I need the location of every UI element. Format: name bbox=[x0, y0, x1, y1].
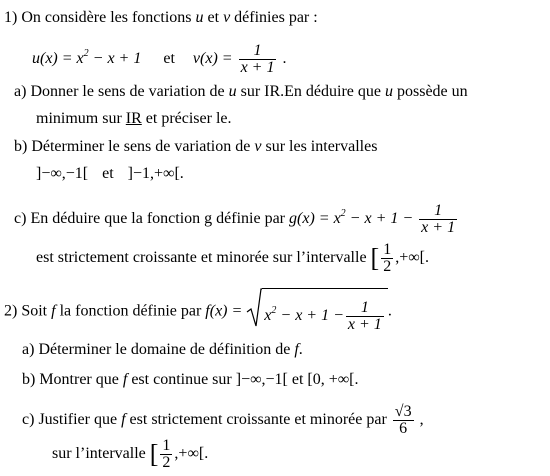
definitions-et: et bbox=[163, 50, 175, 67]
q2-a-label: a) bbox=[22, 341, 35, 358]
q2-b: b) Montrer que f est continue sur ]−∞,−1[ et [0, +∞[. bbox=[22, 371, 359, 388]
ir-symbol: IR bbox=[125, 110, 142, 127]
half-fraction: $\frac{1}{2}$ bbox=[383, 240, 392, 275]
q2-b-label: b) bbox=[22, 371, 36, 388]
q2-number: 2) bbox=[4, 302, 18, 320]
q1-intro bbox=[4, 8, 318, 28]
q2-interval-2: [0, +∞[ bbox=[307, 371, 355, 388]
q1-b-line1: b) Déterminer le sens de variation de v sur les intervalles bbox=[14, 138, 378, 155]
sqrt-expression: $x^2 - x + 1$ − $\frac{1}{x + 1}$ bbox=[246, 288, 388, 336]
g-fraction: $\frac{1}{x + 1}$ bbox=[421, 201, 456, 236]
q2-a: a) Déterminer le domaine de définition de f. bbox=[22, 341, 303, 358]
q1-a-line2: minimum sur IR et préciser le. bbox=[36, 110, 232, 127]
q1-intro-end: définies par : bbox=[234, 9, 318, 26]
q1-b-label: b) bbox=[14, 138, 28, 155]
f-definition-lhs: f(x) = bbox=[205, 302, 243, 320]
q1-b-intervals: ]−∞,−1[ et ]−1,+∞[. bbox=[36, 165, 184, 182]
q1-definitions: $u(x) = x^2 - x + 1$ et v(x) = $\frac{1}{x + 1}$ . bbox=[32, 41, 287, 76]
q1-number: 1) bbox=[4, 9, 18, 26]
rad-fraction: $\frac{1}{x + 1}$ bbox=[347, 298, 382, 333]
q1-v-symbol: v bbox=[223, 9, 231, 26]
q1-u-symbol: u bbox=[195, 9, 204, 26]
q1-c-line2: est strictement croissante et minorée sur l’intervalle [ $\frac{1}{2}$ ,+∞[. bbox=[36, 240, 429, 275]
interval-2: ]−1,+∞[ bbox=[127, 165, 180, 182]
q2-half-fraction: $\frac{1}{2}$ bbox=[162, 436, 171, 471]
q2-interval-1: ]−∞,−1[ bbox=[235, 371, 288, 388]
q1-a-line1: a) Donner le sens de variation de u sur IR.En déduire que u possède un bbox=[14, 83, 468, 100]
q1-intro-text: On considère les fonctions bbox=[21, 9, 192, 26]
v-fraction: $\frac{1}{x + 1}$ bbox=[240, 41, 275, 76]
q2-c-label: c) bbox=[22, 411, 35, 428]
q1-c-label: c) bbox=[14, 210, 27, 227]
q1-c-line1: c) En déduire que la fonction g définie par $g(x) = x^2 - x + 1$ − $\frac{1}{x + 1}$ bbox=[14, 201, 456, 236]
q2-intro: 2) Soit f la fonction définie par f(x) = $x^2 - x + 1$ − $\frac{1}{x + 1}$ . bbox=[4, 288, 392, 336]
q1-a-label: a) bbox=[14, 83, 27, 100]
interval-1: ]−∞,−1[ bbox=[36, 165, 89, 182]
q1-et: et bbox=[207, 9, 220, 26]
sqrt3-over-6: $\frac{√3}{6}$ bbox=[394, 402, 412, 437]
v-definition-lhs: v(x) = bbox=[192, 50, 233, 67]
g-definition: $g(x) = x^2 - x + 1$ − bbox=[289, 208, 414, 227]
q2-c-line2: sur l’intervalle [ $\frac{1}{2}$ ,+∞[. bbox=[52, 436, 209, 471]
u-definition: $u(x) = x^2 - x + 1$ bbox=[32, 48, 142, 67]
radical-sign bbox=[246, 288, 262, 328]
q2-c-line1: c) Justifier que f est strictement croissante et minorée par $\frac{√3}{6}$ , bbox=[22, 402, 424, 437]
